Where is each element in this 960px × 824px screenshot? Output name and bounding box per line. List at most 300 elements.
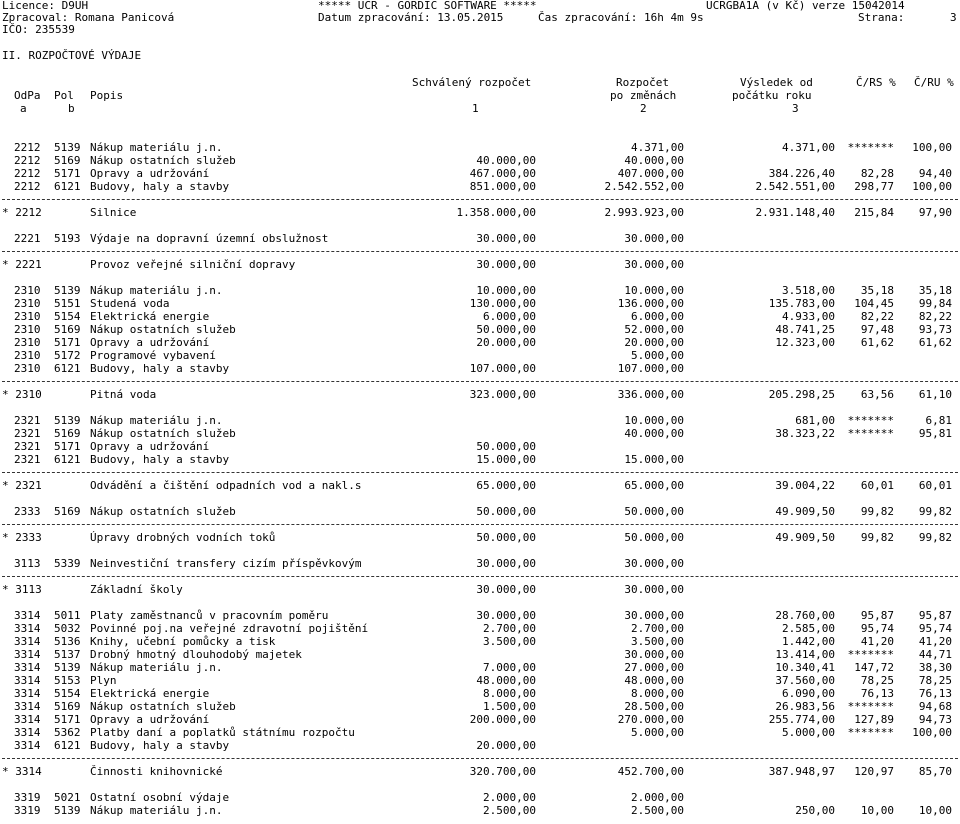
odpa-cell: * 2321 bbox=[2, 479, 42, 492]
dashed-separator bbox=[0, 193, 960, 206]
subtotal-row bbox=[0, 206, 960, 219]
table-row bbox=[0, 505, 960, 518]
subtotal-row bbox=[0, 765, 960, 778]
odpa-cell: 3314 bbox=[14, 635, 41, 648]
pol-cell: 6121 bbox=[54, 453, 81, 466]
col-odpa: OdPa bbox=[14, 89, 41, 102]
pct-rs-cell: 76,13 bbox=[860, 687, 894, 700]
description-cell: Nákup ostatních služeb bbox=[90, 154, 236, 167]
result-cell: 49.909,50 bbox=[775, 505, 835, 518]
revised-budget-cell: 30.000,00 bbox=[624, 648, 684, 661]
revised-budget-cell: 50.000,00 bbox=[624, 505, 684, 518]
page-number: 3 bbox=[950, 11, 957, 24]
table-row bbox=[0, 661, 960, 674]
revised-budget-cell: 6.000,00 bbox=[631, 310, 684, 323]
revised-budget-cell: 2.000,00 bbox=[631, 791, 684, 804]
approved-budget-cell: 320.700,00 bbox=[469, 765, 536, 778]
pol-cell: 5139 bbox=[54, 804, 81, 817]
result-cell: 384.226,40 bbox=[768, 167, 835, 180]
pct-ru-cell: 94,40 bbox=[918, 167, 952, 180]
subtotal-row bbox=[0, 388, 960, 401]
odpa-cell: 2310 bbox=[14, 297, 41, 310]
odpa-cell: * 2221 bbox=[2, 258, 42, 271]
revised-budget-cell: 15.000,00 bbox=[624, 453, 684, 466]
approved-budget-cell: 200.000,00 bbox=[469, 713, 536, 726]
revised-budget-cell: 30.000,00 bbox=[624, 609, 684, 622]
pct-ru-cell: 60,01 bbox=[918, 479, 952, 492]
revised-budget-cell: 5.000,00 bbox=[631, 349, 684, 362]
description-cell: Povinné poj.na veřejné zdravotní pojištění bbox=[90, 622, 369, 635]
dashed-separator bbox=[0, 570, 960, 583]
odpa-cell: 3319 bbox=[14, 791, 41, 804]
description-cell: Budovy, haly a stavby bbox=[90, 453, 230, 466]
description-cell: Ostatní osobní výdaje bbox=[90, 791, 230, 804]
pct-ru-cell: 99,82 bbox=[918, 531, 952, 544]
odpa-cell: 2310 bbox=[14, 362, 41, 375]
odpa-cell: 3319 bbox=[14, 804, 41, 817]
revised-budget-cell: 10.000,00 bbox=[624, 414, 684, 427]
description-cell: Odvádění a čištění odpadních vod a nakl.s bbox=[90, 479, 362, 492]
description-cell: Nákup ostatních služeb bbox=[90, 700, 236, 713]
approved-budget-cell: 30.000,00 bbox=[476, 232, 536, 245]
pct-ru-cell: 61,10 bbox=[918, 388, 952, 401]
table-row bbox=[0, 739, 960, 752]
result-cell: 255.774,00 bbox=[768, 713, 835, 726]
pol-cell: 5139 bbox=[54, 414, 81, 427]
result-cell: 49.909,50 bbox=[775, 531, 835, 544]
revised-budget-cell: 3.500,00 bbox=[631, 635, 684, 648]
pct-ru-cell: 99,84 bbox=[918, 297, 952, 310]
pct-ru-cell: 38,30 bbox=[918, 661, 952, 674]
approved-budget-cell: 30.000,00 bbox=[476, 258, 536, 271]
col-cru: Č/RU % bbox=[914, 76, 954, 89]
odpa-cell: 2310 bbox=[14, 284, 41, 297]
pct-ru-cell: 35,18 bbox=[918, 284, 952, 297]
result-cell: 6.090,00 bbox=[782, 687, 835, 700]
pct-rs-cell: 215,84 bbox=[854, 206, 894, 219]
table-row bbox=[0, 726, 960, 739]
description-cell: Provoz veřejné silniční dopravy bbox=[90, 258, 296, 271]
col-schvaleny: Schválený rozpočet bbox=[412, 76, 532, 89]
approved-budget-cell: 20.000,00 bbox=[476, 739, 536, 752]
approved-budget-cell: 40.000,00 bbox=[476, 154, 536, 167]
pct-ru-cell: 95,74 bbox=[918, 622, 952, 635]
pol-cell: 5169 bbox=[54, 154, 81, 167]
spacer-row bbox=[0, 219, 960, 232]
pct-ru-cell: 100,00 bbox=[912, 180, 952, 193]
pct-ru-cell: 44,71 bbox=[918, 648, 952, 661]
result-cell: 13.414,00 bbox=[775, 648, 835, 661]
pct-rs-cell: ******* bbox=[847, 141, 894, 154]
pol-cell: 5171 bbox=[54, 713, 81, 726]
spacer-row bbox=[0, 596, 960, 609]
processed-by: Zpracoval: Romana Panicová bbox=[2, 11, 175, 24]
col-vysledek-1: Výsledek od bbox=[740, 76, 813, 89]
pct-ru-cell: 100,00 bbox=[912, 726, 952, 739]
approved-budget-cell: 10.000,00 bbox=[476, 284, 536, 297]
odpa-cell: 2321 bbox=[14, 414, 41, 427]
pol-cell: 5139 bbox=[54, 141, 81, 154]
approved-budget-cell: 323.000,00 bbox=[469, 388, 536, 401]
table-row bbox=[0, 635, 960, 648]
pct-rs-cell: 97,48 bbox=[860, 323, 894, 336]
spacer-row bbox=[0, 492, 960, 505]
description-cell: Nákup materiálu j.n. bbox=[90, 804, 223, 817]
approved-budget-cell: 1.358.000,00 bbox=[456, 206, 536, 219]
result-cell: 250,00 bbox=[795, 804, 835, 817]
approved-budget-cell: 30.000,00 bbox=[476, 557, 536, 570]
odpa-cell: 2310 bbox=[14, 310, 41, 323]
pct-rs-cell: 147,72 bbox=[854, 661, 894, 674]
spacer-row bbox=[0, 128, 960, 141]
section-title: II. ROZPOČTOVÉ VÝDAJE bbox=[2, 49, 142, 62]
subtotal-row bbox=[0, 583, 960, 596]
processing-date: Datum zpracování: 13.05.2015 bbox=[318, 11, 504, 24]
col-popis: Popis bbox=[90, 89, 124, 102]
table-row bbox=[0, 687, 960, 700]
page-label: Strana: bbox=[858, 11, 905, 24]
table-row bbox=[0, 349, 960, 362]
pct-ru-cell: 94,68 bbox=[918, 700, 952, 713]
col-num-1: 1 bbox=[472, 102, 479, 115]
description-cell: Elektrická energie bbox=[90, 687, 210, 700]
table-row bbox=[0, 648, 960, 661]
col-crs: Č/RS % bbox=[856, 76, 896, 89]
pol-cell: 5011 bbox=[54, 609, 81, 622]
description-cell: Nákup ostatních služeb bbox=[90, 323, 236, 336]
odpa-cell: 2212 bbox=[14, 167, 41, 180]
revised-budget-cell: 2.700,00 bbox=[631, 622, 684, 635]
approved-budget-cell: 2.000,00 bbox=[483, 791, 536, 804]
description-cell: Knihy, učební pomůcky a tisk bbox=[90, 635, 276, 648]
description-cell: Budovy, haly a stavby bbox=[90, 739, 230, 752]
result-cell: 39.004,22 bbox=[775, 479, 835, 492]
pol-cell: 5193 bbox=[54, 232, 81, 245]
table-row bbox=[0, 167, 960, 180]
description-cell: Úpravy drobných vodních toků bbox=[90, 531, 276, 544]
col-rozpocet-2: po změnách bbox=[610, 89, 677, 102]
result-cell: 4.371,00 bbox=[782, 141, 835, 154]
pct-ru-cell: 95,87 bbox=[918, 609, 952, 622]
revised-budget-cell: 107.000,00 bbox=[617, 362, 684, 375]
approved-budget-cell: 50.000,00 bbox=[476, 531, 536, 544]
revised-budget-cell: 2.500,00 bbox=[631, 804, 684, 817]
pct-rs-cell: ******* bbox=[847, 648, 894, 661]
revised-budget-cell: 452.700,00 bbox=[617, 765, 684, 778]
odpa-cell: 2321 bbox=[14, 453, 41, 466]
result-cell: 26.983,56 bbox=[775, 700, 835, 713]
report-table bbox=[0, 128, 960, 817]
pct-ru-cell: 41,20 bbox=[918, 635, 952, 648]
spacer-row bbox=[0, 271, 960, 284]
revised-budget-cell: 8.000,00 bbox=[631, 687, 684, 700]
pct-ru-cell: 76,13 bbox=[918, 687, 952, 700]
description-cell: Nákup materiálu j.n. bbox=[90, 414, 223, 427]
pct-rs-cell: 35,18 bbox=[860, 284, 894, 297]
pol-cell: 5362 bbox=[54, 726, 81, 739]
col-rozpocet-1: Rozpočet bbox=[616, 76, 669, 89]
description-cell: Nákup materiálu j.n. bbox=[90, 284, 223, 297]
description-cell: Činnosti knihovnické bbox=[90, 765, 223, 778]
description-cell: Elektrická energie bbox=[90, 310, 210, 323]
table-row bbox=[0, 154, 960, 167]
table-row bbox=[0, 804, 960, 817]
pol-cell: 6121 bbox=[54, 180, 81, 193]
spacer-row bbox=[0, 778, 960, 791]
pol-cell: 5169 bbox=[54, 323, 81, 336]
pct-ru-cell: 97,90 bbox=[918, 206, 952, 219]
pct-rs-cell: 95,74 bbox=[860, 622, 894, 635]
result-cell: 681,00 bbox=[795, 414, 835, 427]
result-cell: 10.340,41 bbox=[775, 661, 835, 674]
pol-cell: 5339 bbox=[54, 557, 81, 570]
dashed-separator bbox=[0, 245, 960, 258]
revised-budget-cell: 28.500,00 bbox=[624, 700, 684, 713]
dashed-separator bbox=[0, 466, 960, 479]
description-cell: Drobný hmotný dlouhodobý majetek bbox=[90, 648, 302, 661]
pol-cell: 6121 bbox=[54, 739, 81, 752]
pol-cell: 5169 bbox=[54, 700, 81, 713]
table-row bbox=[0, 297, 960, 310]
description-cell: Opravy a udržování bbox=[90, 167, 210, 180]
odpa-cell: 3314 bbox=[14, 713, 41, 726]
pol-cell: 5171 bbox=[54, 336, 81, 349]
table-row bbox=[0, 284, 960, 297]
result-cell: 135.783,00 bbox=[768, 297, 835, 310]
pct-rs-cell: ******* bbox=[847, 414, 894, 427]
description-cell: Silnice bbox=[90, 206, 137, 219]
odpa-cell: 2321 bbox=[14, 427, 41, 440]
approved-budget-cell: 6.000,00 bbox=[483, 310, 536, 323]
table-row bbox=[0, 180, 960, 193]
odpa-cell: 3314 bbox=[14, 622, 41, 635]
ico-label: IČO: 235539 bbox=[2, 23, 75, 36]
pct-ru-cell: 93,73 bbox=[918, 323, 952, 336]
approved-budget-cell: 8.000,00 bbox=[483, 687, 536, 700]
odpa-cell: * 2212 bbox=[2, 206, 42, 219]
pct-rs-cell: ******* bbox=[847, 726, 894, 739]
table-row bbox=[0, 622, 960, 635]
description-cell: Platby daní a poplatků státnímu rozpočtu bbox=[90, 726, 355, 739]
pct-rs-cell: 120,97 bbox=[854, 765, 894, 778]
processing-time: Čas zpracování: 16h 4m 9s bbox=[538, 11, 704, 24]
table-row bbox=[0, 557, 960, 570]
pol-cell: 5151 bbox=[54, 297, 81, 310]
table-row bbox=[0, 453, 960, 466]
result-cell: 2.585,00 bbox=[782, 622, 835, 635]
table-row bbox=[0, 609, 960, 622]
pct-ru-cell: 95,81 bbox=[918, 427, 952, 440]
table-row bbox=[0, 427, 960, 440]
table-row bbox=[0, 232, 960, 245]
result-cell: 387.948,97 bbox=[768, 765, 835, 778]
pct-ru-cell: 100,00 bbox=[912, 141, 952, 154]
table-row bbox=[0, 414, 960, 427]
revised-budget-cell: 27.000,00 bbox=[624, 661, 684, 674]
odpa-cell: 2310 bbox=[14, 336, 41, 349]
revised-budget-cell: 10.000,00 bbox=[624, 284, 684, 297]
description-cell: Budovy, haly a stavby bbox=[90, 180, 230, 193]
revised-budget-cell: 2.542.552,00 bbox=[604, 180, 684, 193]
description-cell: Nákup materiálu j.n. bbox=[90, 661, 223, 674]
approved-budget-cell: 851.000,00 bbox=[469, 180, 536, 193]
revised-budget-cell: 48.000,00 bbox=[624, 674, 684, 687]
odpa-cell: 3314 bbox=[14, 726, 41, 739]
pct-rs-cell: 298,77 bbox=[854, 180, 894, 193]
revised-budget-cell: 4.371,00 bbox=[631, 141, 684, 154]
dashed-separator bbox=[0, 518, 960, 531]
pct-ru-cell: 82,22 bbox=[918, 310, 952, 323]
result-cell: 2.542.551,00 bbox=[755, 180, 835, 193]
revised-budget-cell: 40.000,00 bbox=[624, 427, 684, 440]
pct-rs-cell: 104,45 bbox=[854, 297, 894, 310]
dashed-separator bbox=[0, 752, 960, 765]
col-pol: Pol bbox=[54, 89, 74, 102]
table-row bbox=[0, 713, 960, 726]
description-cell: Neinvestiční transfery cizím příspěvkovým bbox=[90, 557, 362, 570]
pct-rs-cell: 10,00 bbox=[860, 804, 894, 817]
revised-budget-cell: 30.000,00 bbox=[624, 258, 684, 271]
table-row bbox=[0, 336, 960, 349]
subtotal-row bbox=[0, 258, 960, 271]
pol-cell: 5171 bbox=[54, 167, 81, 180]
pct-ru-cell: 10,00 bbox=[918, 804, 952, 817]
revised-budget-cell: 5.000,00 bbox=[631, 726, 684, 739]
pol-cell: 5139 bbox=[54, 661, 81, 674]
pol-cell: 5169 bbox=[54, 505, 81, 518]
revised-budget-cell: 50.000,00 bbox=[624, 531, 684, 544]
pct-rs-cell: 78,25 bbox=[860, 674, 894, 687]
approved-budget-cell: 3.500,00 bbox=[483, 635, 536, 648]
dashed-separator bbox=[0, 375, 960, 388]
pol-cell: 5136 bbox=[54, 635, 81, 648]
table-row bbox=[0, 440, 960, 453]
table-row bbox=[0, 310, 960, 323]
result-cell: 5.000,00 bbox=[782, 726, 835, 739]
pct-ru-cell: 94,73 bbox=[918, 713, 952, 726]
table-row bbox=[0, 700, 960, 713]
approved-budget-cell: 1.500,00 bbox=[483, 700, 536, 713]
revised-budget-cell: 52.000,00 bbox=[624, 323, 684, 336]
pol-cell: 6121 bbox=[54, 362, 81, 375]
odpa-cell: 2221 bbox=[14, 232, 41, 245]
result-cell: 37.560,00 bbox=[775, 674, 835, 687]
pct-rs-cell: 99,82 bbox=[860, 505, 894, 518]
pct-rs-cell: 60,01 bbox=[860, 479, 894, 492]
approved-budget-cell: 65.000,00 bbox=[476, 479, 536, 492]
pct-ru-cell: 85,70 bbox=[918, 765, 952, 778]
approved-budget-cell: 15.000,00 bbox=[476, 453, 536, 466]
table-row bbox=[0, 362, 960, 375]
odpa-cell: * 2310 bbox=[2, 388, 42, 401]
result-cell: 2.931.148,40 bbox=[755, 206, 835, 219]
odpa-cell: 2212 bbox=[14, 180, 41, 193]
col-b: b bbox=[68, 102, 75, 115]
pol-cell: 5137 bbox=[54, 648, 81, 661]
description-cell: Výdaje na dopravní územní obslužnost bbox=[90, 232, 329, 245]
col-a: a bbox=[20, 102, 27, 115]
revised-budget-cell: 2.993.923,00 bbox=[604, 206, 684, 219]
spacer-row bbox=[0, 544, 960, 557]
pct-rs-cell: 99,82 bbox=[860, 531, 894, 544]
revised-budget-cell: 407.000,00 bbox=[617, 167, 684, 180]
pol-cell: 5032 bbox=[54, 622, 81, 635]
odpa-cell: 2321 bbox=[14, 440, 41, 453]
odpa-cell: * 3314 bbox=[2, 765, 42, 778]
pct-rs-cell: 61,62 bbox=[860, 336, 894, 349]
table-row bbox=[0, 791, 960, 804]
description-cell: Pitná voda bbox=[90, 388, 157, 401]
pct-ru-cell: 78,25 bbox=[918, 674, 952, 687]
report-title: ***** UCR - GORDIC SOFTWARE ***** bbox=[318, 0, 537, 12]
pct-rs-cell: 95,87 bbox=[860, 609, 894, 622]
approved-budget-cell: 20.000,00 bbox=[476, 336, 536, 349]
odpa-cell: 2310 bbox=[14, 323, 41, 336]
approved-budget-cell: 48.000,00 bbox=[476, 674, 536, 687]
pct-rs-cell: ******* bbox=[847, 700, 894, 713]
pct-ru-cell: 61,62 bbox=[918, 336, 952, 349]
approved-budget-cell: 30.000,00 bbox=[476, 609, 536, 622]
odpa-cell: 2212 bbox=[14, 154, 41, 167]
col-num-3: 3 bbox=[792, 102, 799, 115]
pol-cell: 5172 bbox=[54, 349, 81, 362]
revised-budget-cell: 20.000,00 bbox=[624, 336, 684, 349]
approved-budget-cell: 50.000,00 bbox=[476, 323, 536, 336]
subtotal-row bbox=[0, 479, 960, 492]
approved-budget-cell: 50.000,00 bbox=[476, 440, 536, 453]
pct-rs-cell: 82,22 bbox=[860, 310, 894, 323]
description-cell: Nákup materiálu j.n. bbox=[90, 141, 223, 154]
pol-cell: 5169 bbox=[54, 427, 81, 440]
description-cell: Opravy a udržování bbox=[90, 713, 210, 726]
pct-rs-cell: 41,20 bbox=[860, 635, 894, 648]
odpa-cell: 2333 bbox=[14, 505, 41, 518]
odpa-cell: * 2333 bbox=[2, 531, 42, 544]
revised-budget-cell: 30.000,00 bbox=[624, 557, 684, 570]
pct-ru-cell: 99,82 bbox=[918, 505, 952, 518]
description-cell: Platy zaměstnanců v pracovním poměru bbox=[90, 609, 329, 622]
odpa-cell: 2212 bbox=[14, 141, 41, 154]
odpa-cell: 2310 bbox=[14, 349, 41, 362]
description-cell: Opravy a udržování bbox=[90, 440, 210, 453]
result-cell: 1.442,00 bbox=[782, 635, 835, 648]
approved-budget-cell: 30.000,00 bbox=[476, 583, 536, 596]
pol-cell: 5021 bbox=[54, 791, 81, 804]
pol-cell: 5139 bbox=[54, 284, 81, 297]
odpa-cell: 3314 bbox=[14, 700, 41, 713]
odpa-cell: 3314 bbox=[14, 687, 41, 700]
approved-budget-cell: 107.000,00 bbox=[469, 362, 536, 375]
pol-cell: 5154 bbox=[54, 310, 81, 323]
revised-budget-cell: 270.000,00 bbox=[617, 713, 684, 726]
result-cell: 4.933,00 bbox=[782, 310, 835, 323]
revised-budget-cell: 30.000,00 bbox=[624, 583, 684, 596]
description-cell: Studená voda bbox=[90, 297, 170, 310]
odpa-cell: 3314 bbox=[14, 739, 41, 752]
revised-budget-cell: 336.000,00 bbox=[617, 388, 684, 401]
approved-budget-cell: 2.500,00 bbox=[483, 804, 536, 817]
result-cell: 38.323,22 bbox=[775, 427, 835, 440]
col-vysledek-2: počátku roku bbox=[732, 89, 812, 102]
approved-budget-cell: 2.700,00 bbox=[483, 622, 536, 635]
description-cell: Budovy, haly a stavby bbox=[90, 362, 230, 375]
description-cell: Nákup ostatních služeb bbox=[90, 427, 236, 440]
odpa-cell: 3314 bbox=[14, 648, 41, 661]
revised-budget-cell: 40.000,00 bbox=[624, 154, 684, 167]
approved-budget-cell: 130.000,00 bbox=[469, 297, 536, 310]
approved-budget-cell: 7.000,00 bbox=[483, 661, 536, 674]
table-row bbox=[0, 323, 960, 336]
